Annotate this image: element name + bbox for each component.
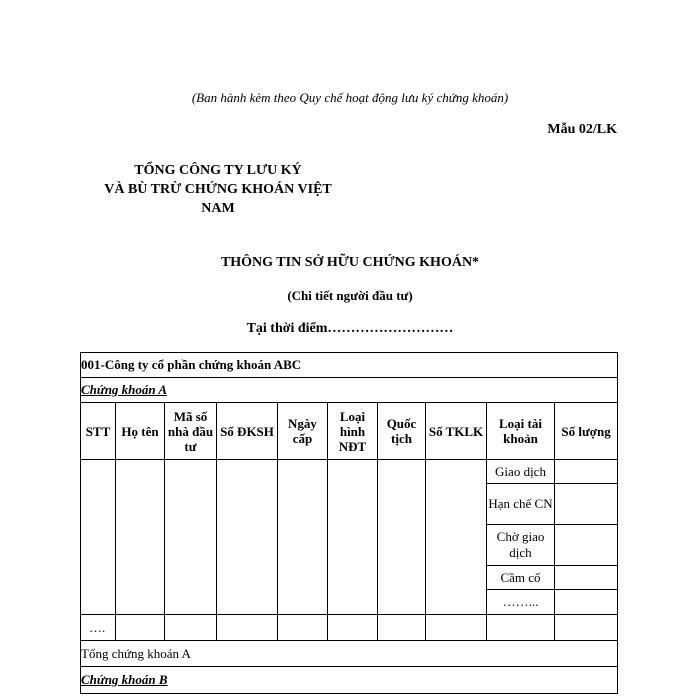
org-line-1: TỔNG CÔNG TY LƯU KÝ bbox=[134, 163, 302, 178]
section-row bbox=[81, 667, 618, 694]
organization-name bbox=[88, 161, 348, 218]
account-type-more: ……... bbox=[487, 590, 555, 615]
cell-investor-code bbox=[165, 460, 217, 615]
cell-registration-no bbox=[217, 460, 278, 615]
cell-quantity bbox=[555, 484, 618, 525]
company-row bbox=[81, 353, 618, 378]
col-issue-date: Ngày cấp bbox=[278, 403, 328, 460]
cell-quantity bbox=[555, 566, 618, 590]
col-quantity: Số lượng bbox=[555, 403, 618, 460]
cell-investor-type bbox=[328, 460, 378, 615]
section-b-title: Chứng khoán B bbox=[81, 667, 618, 694]
reporting-time: Tại thời điểm……………………… bbox=[246, 321, 454, 336]
col-investor-type: Loại hình NĐT bbox=[328, 403, 378, 460]
form-code: Mẫu 02/LK bbox=[547, 122, 617, 137]
document-subtitle: (Chi tiết người đầu tư) bbox=[287, 288, 413, 303]
cell-account-no bbox=[426, 460, 487, 615]
more-rows-indicator: …. bbox=[81, 615, 116, 641]
cell-quantity bbox=[555, 525, 618, 566]
col-investor-code: Mã số nhà đầu tư bbox=[165, 403, 217, 460]
cell-stt bbox=[81, 460, 116, 615]
org-line-2: VÀ BÙ TRỪ CHỨNG KHOÁN VIỆT bbox=[104, 182, 332, 197]
cell-name bbox=[116, 460, 165, 615]
regulation-note: (Ban hành kèm theo Quy chế hoạt động lưu ký chứng khoán) bbox=[191, 90, 509, 105]
org-line-3: NAM bbox=[201, 201, 235, 216]
section-a-title: Chứng khoán A bbox=[81, 378, 618, 403]
cell-quantity bbox=[555, 590, 618, 615]
cell-quantity bbox=[555, 460, 618, 484]
account-type-restricted: Hạn chế CN bbox=[487, 484, 555, 525]
table-header-row bbox=[81, 403, 618, 460]
table-row bbox=[81, 615, 618, 641]
total-a-label: Tổng chứng khoán A bbox=[81, 641, 618, 667]
ownership-table bbox=[80, 352, 618, 694]
col-registration-no: Số ĐKSH bbox=[217, 403, 278, 460]
col-name: Họ tên bbox=[116, 403, 165, 460]
cell-nationality bbox=[378, 460, 426, 615]
company-name: 001-Công ty cổ phần chứng khoán ABC bbox=[81, 353, 618, 378]
col-account-no: Số TKLK bbox=[426, 403, 487, 460]
account-type-pledged: Cầm cố bbox=[487, 566, 555, 590]
col-nationality: Quốc tịch bbox=[378, 403, 426, 460]
col-account-type: Loại tài khoản bbox=[487, 403, 555, 460]
document-title: THÔNG TIN SỞ HỮU CHỨNG KHOÁN* bbox=[220, 255, 480, 270]
account-type-pending: Chờ giao dịch bbox=[487, 525, 555, 566]
total-row bbox=[81, 641, 618, 667]
account-type-trading: Giao dịch bbox=[487, 460, 555, 484]
section-row bbox=[81, 378, 618, 403]
cell-issue-date bbox=[278, 460, 328, 615]
col-stt: STT bbox=[81, 403, 116, 460]
table-row bbox=[81, 460, 618, 484]
